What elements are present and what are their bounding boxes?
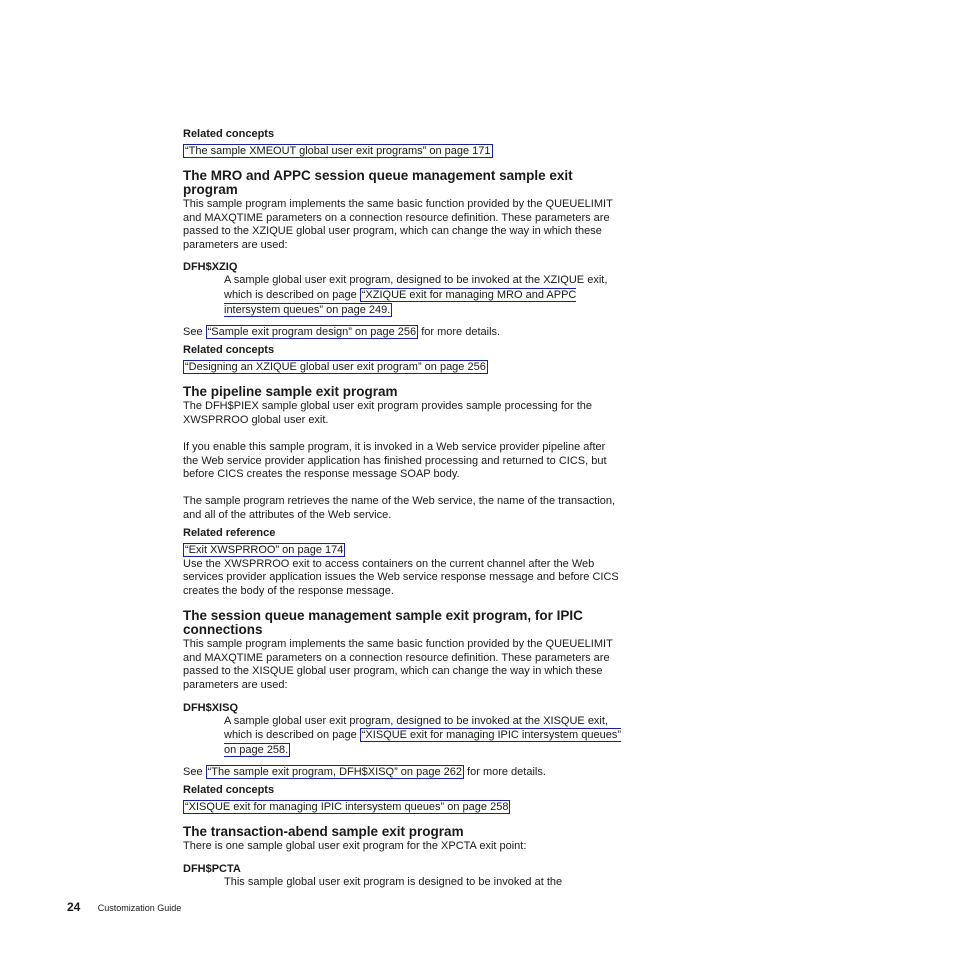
related-link-row [183,360,623,375]
designing-xzique-link[interactable]: “Designing an XZIQUE global user exit program” on page 256 [185,361,486,374]
dfhxisq-sample-link[interactable]: “The sample exit program, DFH$XISQ” on page 262 [207,766,462,779]
related-link-row [183,800,623,815]
related-reference-label: Related reference [183,526,276,539]
dfhxziq-definition [224,274,624,317]
heading-line: The MRO and APPC session queue management sample exit [183,168,573,183]
heading-line: The session queue management sample exit program, for IPIC [183,608,583,624]
dfhxisq-definition [224,715,624,758]
xisque-exit-link[interactable]: “XISQUE exit for managing IPIC intersystem queues” on page 258. [224,729,621,756]
xwsprroo-description: Use the XWSPRROO exit to access containers on the current channel after the Web services provider application issues the Web service response message and before CICS creates the body of the response message. [183,557,619,597]
see-suffix: for more details. [467,766,546,779]
dfhxisq-term: DFH$XISQ [183,701,239,714]
related-link-row [183,144,623,159]
xmeout-link[interactable]: “The sample XMEOUT global user exit programs” on page 171 [185,145,491,157]
ipic-intro: This sample program implements the same basic function provided by the QUEUELIMIT and MAXQTIME parameters on a connection resource definition. These parameters are passed to the XISQUE global user program, which can change the way in which these parameters are used: [183,638,613,692]
definition-text: A sample global user exit program, designed to be invoked at the XISQUE exit, which is described on page [224,714,608,742]
dfhpcta-definition: This sample global user exit program is designed to be invoked at the [224,876,563,889]
pipeline-p1: The DFH$PIEX sample global user exit program provides sample processing for the XWSPRROO global user exit. [183,400,593,426]
pipeline-heading: The pipeline sample exit program [183,384,398,400]
related-link-row [183,543,623,558]
dfhxziq-term: DFH$XZIQ [183,261,238,274]
related-concepts-label: Related concepts [183,344,275,357]
pipeline-p3: The sample program retrieves the name of the Web service, the name of the transaction, and all of the attributes of the Web service. [183,495,616,521]
heading-line: connections [183,622,263,638]
see-dfhxisq [183,765,623,780]
see-prefix: See [183,326,203,339]
ipic-heading [183,609,623,637]
exit-xwsprroo-link[interactable]: “Exit XWSPRROO” on page 174 [185,543,344,556]
heading-line: program [183,182,238,197]
see-suffix: for more details. [421,326,501,339]
related-concepts-label: Related concepts [183,784,275,797]
page-footer [67,900,181,914]
page-number: 24 [67,900,81,914]
transaction-abend-heading: The transaction-abend sample exit program [183,824,464,840]
pipeline-p2: If you enable this sample program, it is invoked in a Web service provider pipeline after the Web service provider application has finished processing and returned to CICS, but before CICS creates the response message SOAP body. [183,440,607,481]
see-sample-design [183,325,623,340]
mro-appc-intro: This sample program implements the same basic function provided by the QUEUELIMIT and MAXQTIME parameters on a connection resource definition. These parameters are passed to the XZIQUE global user program, which can change the way in which these parameters are used: [183,198,613,251]
see-prefix: See [183,766,203,779]
mro-appc-heading [183,169,623,197]
dfhpcta-term: DFH$PCTA [183,863,241,876]
related-concepts-label: Related concepts [183,128,275,140]
page-content [183,127,623,890]
transaction-abend-intro: There is one sample global user exit program for the XPCTA exit point: [183,840,527,853]
sample-design-link[interactable]: “Sample exit program design” on page 256 [207,326,417,339]
definition-text: A sample global user exit program, designed to be invoked at the XZIQUE exit, which is described on page [224,274,608,301]
xzique-exit-link[interactable]: “XZIQUE exit for managing MRO and APPC intersystem queues” on page 249. [224,288,577,316]
xisque-related-link[interactable]: “XISQUE exit for managing IPIC intersystem queues” on page 258 [185,801,509,814]
book-title: Customization Guide [97,903,182,913]
